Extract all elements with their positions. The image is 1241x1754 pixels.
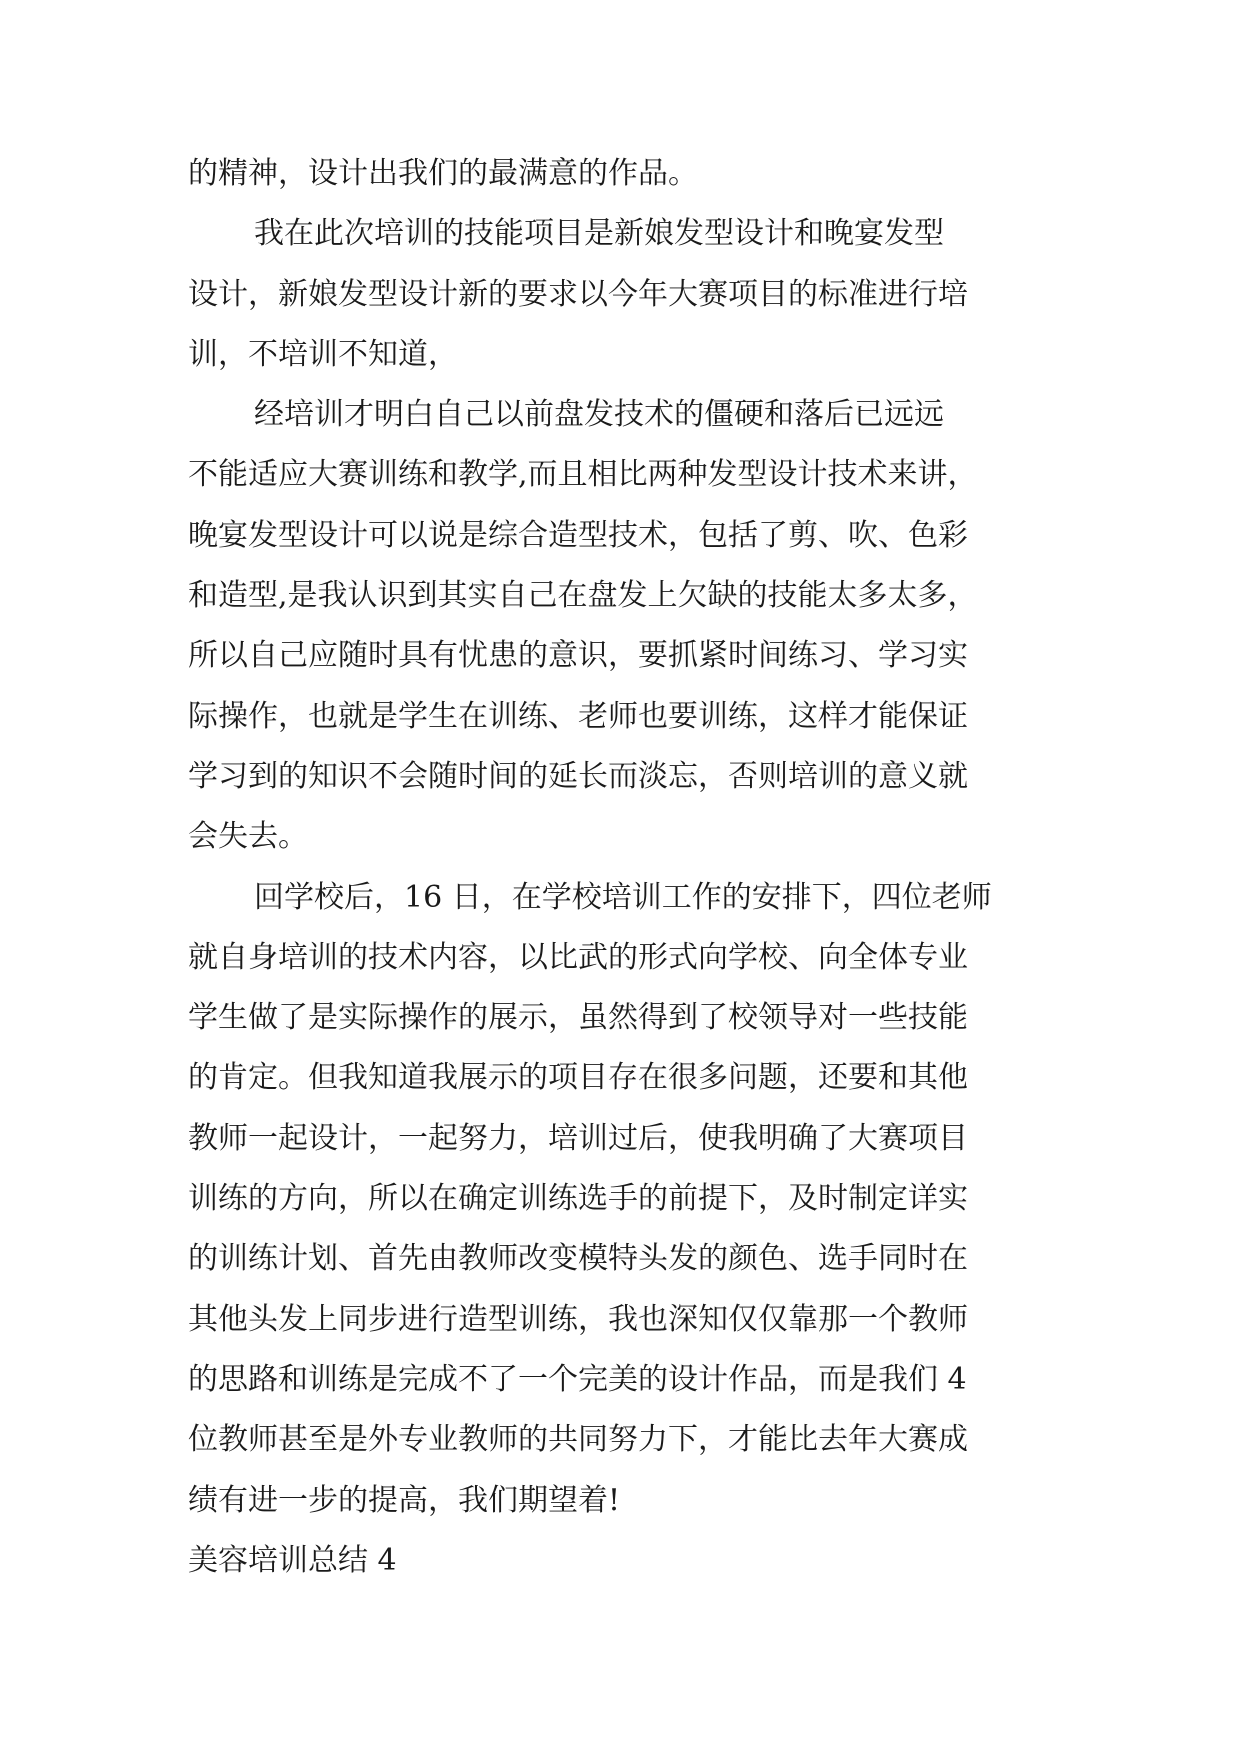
- text-line: 学习到的知识不会随时间的延长而淡忘，否则培训的意义就: [188, 758, 968, 794]
- text-line: 的精神，设计出我们的最满意的作品。: [188, 156, 698, 191]
- text-line: 晚宴发型设计可以说是综合造型技术，包括了剪、吹、色彩: [188, 517, 968, 553]
- paragraph-start-line: 我在此次培训的技能项目是新娘发型设计和晚宴发型: [254, 216, 944, 252]
- text-line: 会失去。: [188, 819, 308, 855]
- text-line: 的训练计划、首先由教师改变模特头发的颜色、选手同时在: [188, 1241, 968, 1277]
- text-line: 所以自己应随时具有忧患的意识，要抓紧时间练习、学习实: [188, 638, 968, 674]
- text-line: 其他头发上同步进行造型训练，我也深知仅仅靠那一个教师: [188, 1301, 968, 1337]
- text-line: 训练的方向，所以在确定训练选手的前提下，及时制定详实: [188, 1181, 968, 1217]
- text-line: 学生做了是实际操作的展示，虽然得到了校领导对一些技能: [188, 1000, 968, 1036]
- text-line: 际操作，也就是学生在训练、老师也要训练，这样才能保证: [188, 698, 968, 734]
- text-line: 设计，新娘发型设计新的要求以今年大赛项目的标准进行培: [188, 276, 968, 312]
- text-line: 的思路和训练是完成不了一个完美的设计作品，而是我们 4: [188, 1361, 967, 1397]
- document-body: [188, 144, 1054, 1591]
- text-line: 位教师甚至是外专业教师的共同努力下，才能比去年大赛成: [188, 1422, 968, 1458]
- text-line: 就自身培训的技术内容，以比武的形式向学校、向全体专业: [188, 939, 968, 975]
- text-line: 不能适应大赛训练和教学,而且相比两种发型设计技术来讲，: [188, 457, 978, 493]
- text-line: 和造型,是我认识到其实自己在盘发上欠缺的技能太多太多，: [188, 578, 978, 614]
- text-line: 的肯定。但我知道我展示的项目存在很多问题，还要和其他: [188, 1060, 968, 1096]
- text-line: 绩有进一步的提高，我们期望着!: [188, 1482, 621, 1518]
- paragraph-start-line: 回学校后，16 日，在学校培训工作的安排下，四位老师: [254, 879, 992, 915]
- section-heading: 美容培训总结 4: [188, 1542, 397, 1578]
- text-line: 教师一起设计，一起努力，培训过后，使我明确了大赛项目: [188, 1120, 968, 1156]
- paragraph-start-line: 经培训才明白自己以前盘发技术的僵硬和落后已远远: [254, 397, 944, 433]
- text-line: 训，不培训不知道，: [188, 336, 458, 372]
